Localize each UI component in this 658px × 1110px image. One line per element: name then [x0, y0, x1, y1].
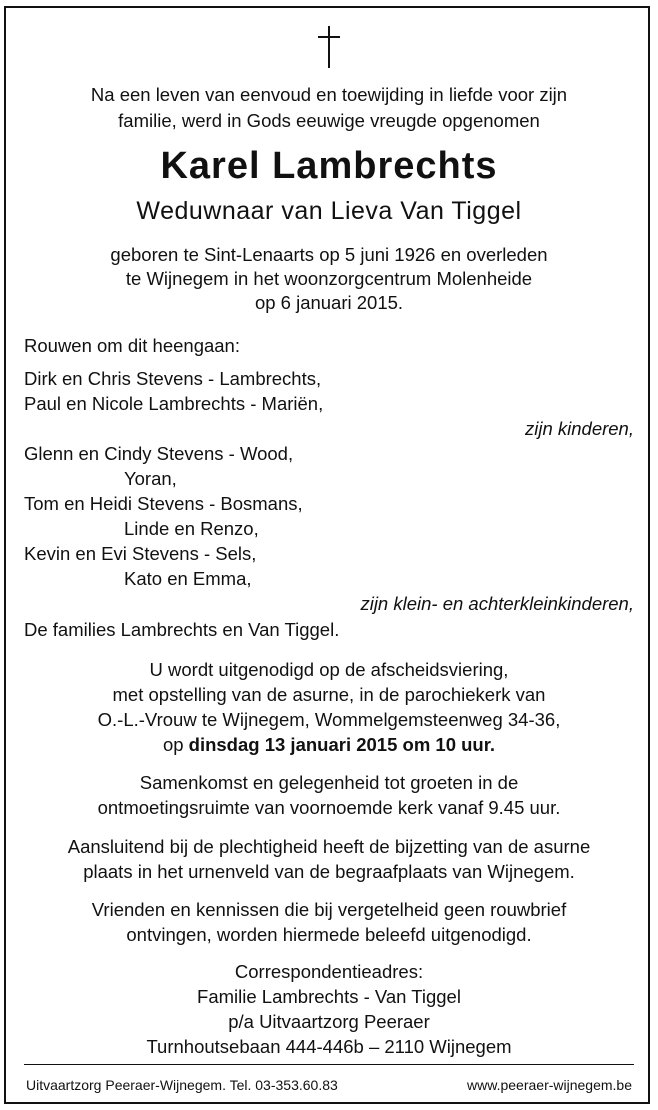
spouse-line: Weduwnaar van Lieva Van Tiggel: [136, 197, 522, 225]
cross-icon: [318, 26, 340, 68]
grandchild-line-4: Linde en Renzo,: [124, 518, 259, 539]
ceremony-line-3: O.-L.-Vrouw te Wijnegem, Wommelgemsteenweg 34-36,: [97, 709, 561, 730]
child-1: Dirk en Chris Stevens - Lambrechts,: [24, 368, 322, 389]
children-label: zijn kinderen,: [524, 418, 634, 439]
ceremony-line-1: U wordt uitgenodigd op de afscheidsviering,: [149, 659, 509, 680]
grandchild-line-2: Yoran,: [124, 468, 177, 489]
ceremony-line-2: met opstelling van de asurne, in de parochiekerk van: [112, 684, 546, 705]
grandchild-line-5: Kevin en Evi Stevens - Sels,: [24, 543, 257, 564]
address-line-1: Familie Lambrechts - Van Tiggel: [197, 986, 461, 1007]
footer-website: www.peeraer-wijnegem.be: [467, 1077, 632, 1093]
ceremony-date-line: [0, 732, 658, 757]
burial-line-1: Aansluitend bij de plechtigheid heeft de bijzetting van de asurne: [67, 836, 591, 857]
intro-line-2: familie, werd in Gods eeuwige vreugde opgenomen: [118, 110, 540, 131]
families-line: De families Lambrechts en Van Tiggel.: [24, 619, 340, 640]
address-heading: Correspondentieadres:: [234, 961, 424, 982]
burial-line-2: plaats in het urnenveld van de begraafplaats van Wijnegem.: [83, 861, 575, 882]
gathering-line-1: Samenkomst en gelegenheid tot groeten in de: [139, 772, 519, 793]
birth-line-2: te Wijnegem in het woonzorgcentrum Molenheide: [125, 268, 533, 289]
intro-line-1: Na een leven van eenvoud en toewijding in liefde voor zijn: [90, 84, 568, 105]
address-line-3: Turnhoutsebaan 444-446b – 2110 Wijnegem: [146, 1036, 512, 1057]
grandchild-line-6: Kato en Emma,: [124, 568, 252, 589]
ceremony-date-prefix: op: [162, 734, 189, 755]
ceremony-date: dinsdag 13 januari 2015 om 10 uur.: [188, 734, 496, 755]
deceased-name: Karel Lambrechts: [160, 145, 498, 187]
footer-undertaker: Uitvaartzorg Peeraer-Wijnegem. Tel. 03-353.60.83: [26, 1077, 338, 1093]
grandchild-line-1: Glenn en Cindy Stevens - Wood,: [24, 443, 294, 464]
birth-line-1: geboren te Sint-Lenaarts op 5 juni 1926 en overleden: [110, 244, 548, 265]
address-line-2: p/a Uitvaartzorg Peeraer: [228, 1011, 430, 1032]
footer-divider: [24, 1064, 634, 1065]
mourners-heading: Rouwen om dit heengaan:: [24, 335, 240, 356]
grandchildren-label: zijn klein- en achterkleinkinderen,: [360, 593, 634, 614]
grandchild-line-3: Tom en Heidi Stevens - Bosmans,: [24, 493, 303, 514]
invitation-line-1: Vrienden en kennissen die bij vergetelheid geen rouwbrief: [91, 899, 567, 920]
gathering-line-2: ontmoetingsruimte van voornoemde kerk vanaf 9.45 uur.: [97, 797, 561, 818]
birth-line-3: op 6 januari 2015.: [254, 292, 404, 313]
invitation-line-2: ontvingen, worden hiermede beleefd uitgenodigd.: [126, 924, 532, 945]
child-2: Paul en Nicole Lambrechts - Mariën,: [24, 393, 324, 414]
